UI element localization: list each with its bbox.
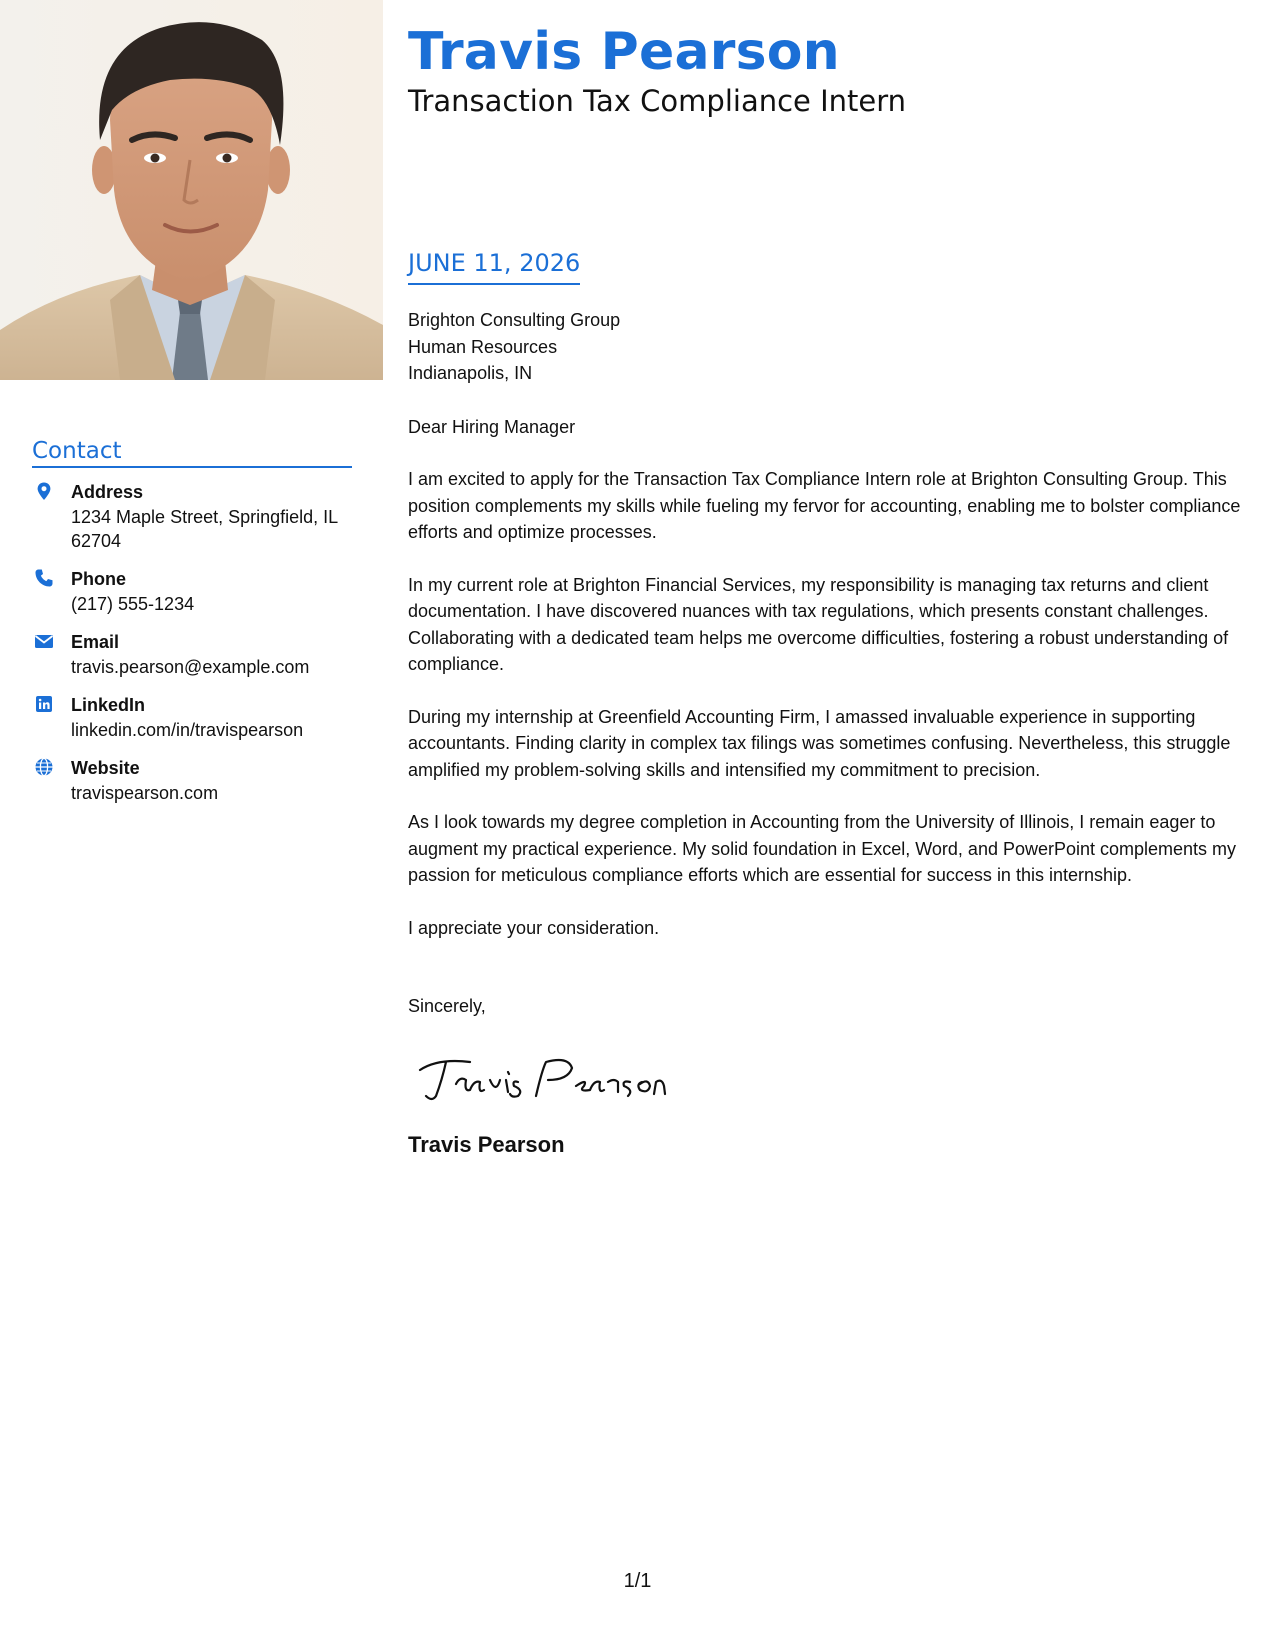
body-paragraph: As I look towards my degree completion in Accounting from the University of Illinois, I remain eager to augment my practical experience. My solid foundation in Excel, Word, and PowerPoint complements my passion for meticulous compliance efforts which are essential for success in this internship. <box>408 812 1237 885</box>
contact-label: LinkedIn <box>71 695 146 715</box>
applicant-name: Travis Pearson <box>408 22 840 82</box>
recipient-line: Brighton Consulting Group <box>408 310 621 330</box>
letter-date: JUNE 11, 2026 <box>408 249 580 285</box>
salutation: Dear Hiring Manager <box>408 416 576 437</box>
location-pin-icon <box>34 481 54 501</box>
letter-body <box>408 307 1253 1158</box>
linkedin-icon <box>34 694 54 714</box>
recipient-line: Human Resources <box>408 336 558 357</box>
contact-item-address <box>32 480 352 553</box>
contact-item-email <box>32 630 352 679</box>
contact-value: travis.pearson@example.com <box>71 657 310 677</box>
contact-label: Email <box>71 632 120 652</box>
contact-value: (217) 555-1234 <box>71 594 195 614</box>
signer-name: Travis Pearson <box>408 1131 565 1157</box>
profile-photo <box>0 0 383 380</box>
contact-label: Phone <box>71 569 127 589</box>
contact-sidebar <box>32 438 352 819</box>
contact-value: 1234 Maple Street, Springfield, IL 62704 <box>71 507 338 551</box>
recipient-line: Indianapolis, IN <box>408 363 533 383</box>
contact-value: linkedin.com/in/travispearson <box>71 720 304 740</box>
contact-value: travispearson.com <box>71 783 219 803</box>
job-title: Transaction Tax Compliance Intern <box>408 84 907 118</box>
phone-icon <box>34 568 54 588</box>
page-number: 1/1 <box>623 1570 652 1592</box>
body-paragraph: During my internship at Greenfield Accounting Firm, I amassed invaluable experience in supporting accountants. Finding clarity in complex tax filings was sometimes confusing. Nevertheless, this struggle amplified my problem-solving skills and intensified my commitment to precision. <box>408 706 1231 780</box>
body-paragraph: I am excited to apply for the Transaction Tax Compliance Intern role at Brighton Consulting Group. This position complements my skills while fueling my fervor for accounting, enabling me to bolster compliance efforts and optimize processes. <box>408 469 1241 542</box>
contact-item-linkedin <box>32 693 352 742</box>
body-paragraph: I appreciate your consideration. <box>408 917 660 938</box>
contact-item-website <box>32 756 352 805</box>
handwritten-signature <box>408 1050 678 1106</box>
contact-label: Website <box>71 758 140 778</box>
contact-item-phone <box>32 567 352 616</box>
contact-heading: Contact <box>32 438 352 468</box>
globe-icon <box>34 757 54 777</box>
contact-label: Address <box>71 482 144 502</box>
closing: Sincerely, <box>408 996 486 1016</box>
body-paragraph: In my current role at Brighton Financial Services, my responsibility is managing tax returns and client documentation. I have discovered nuances with tax regulations, which presents constant challenges. Collaborating with a dedicated team helps me overcome difficulties, fostering a robust understanding of compliance. <box>408 574 1229 674</box>
envelope-icon <box>34 631 54 651</box>
recipient-block <box>408 307 1253 387</box>
